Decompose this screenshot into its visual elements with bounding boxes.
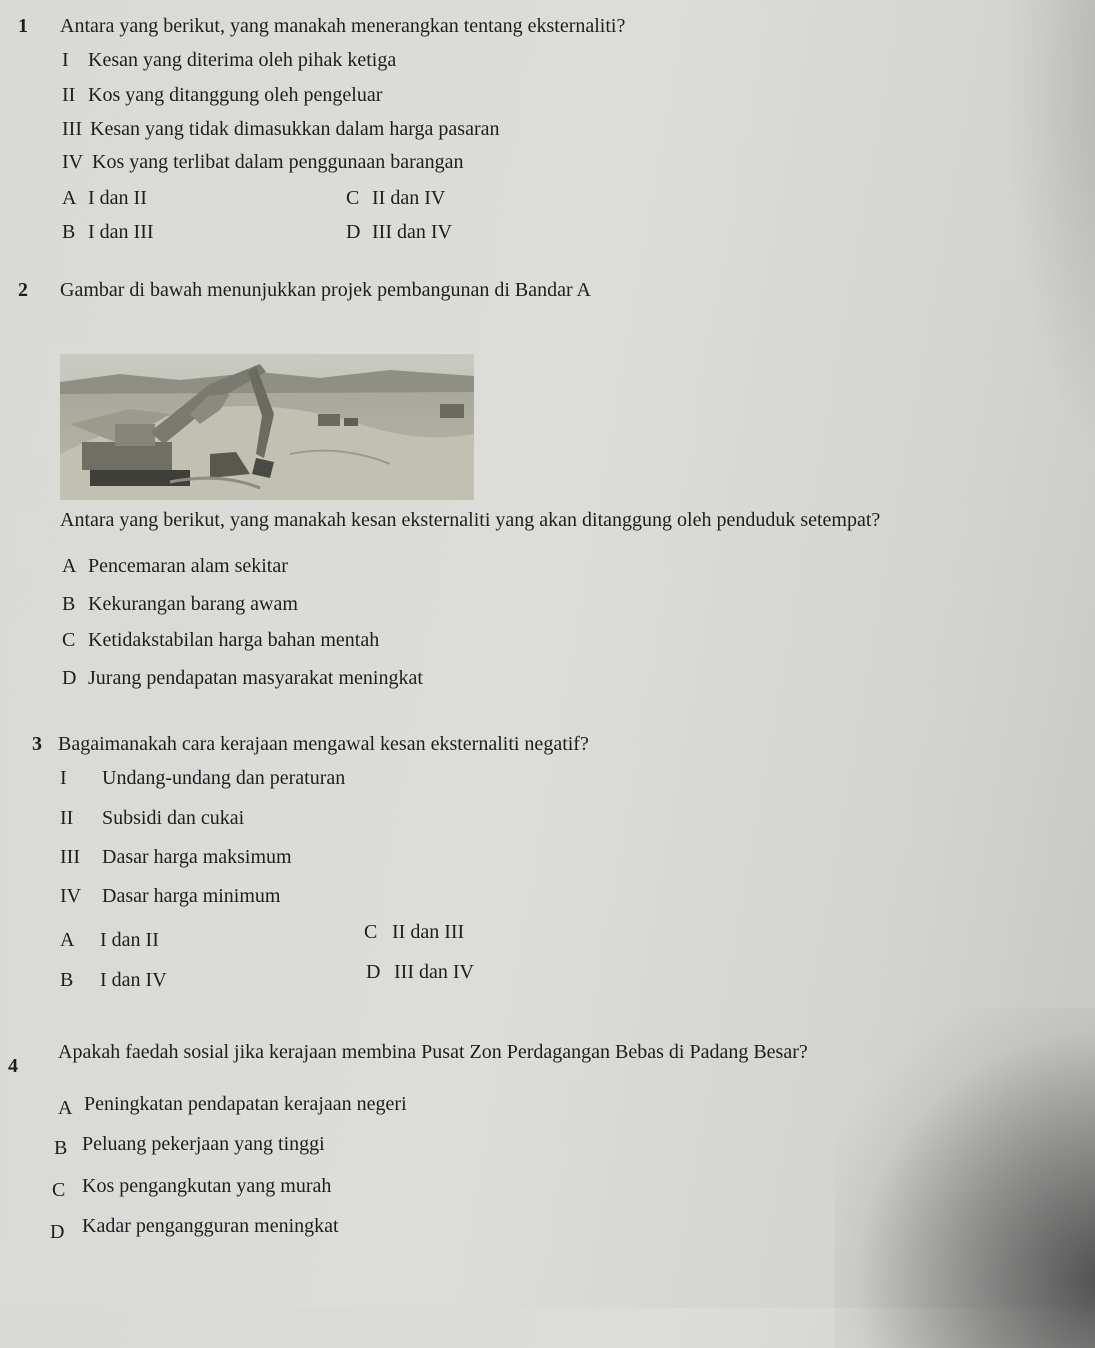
q3-option-text[interactable]: III dan IV (394, 961, 474, 983)
q3-item-text: Dasar harga minimum (102, 885, 281, 907)
q3-option-letter[interactable]: B (60, 969, 74, 991)
q1-option-letter[interactable]: A (62, 187, 77, 209)
q3-option-text[interactable]: II dan III (392, 921, 465, 943)
q2-option-letter[interactable]: A (62, 555, 77, 577)
q4-option-text[interactable]: Kos pengangkutan yang murah (82, 1175, 332, 1197)
q2-option-text[interactable]: Kekurangan barang awam (88, 593, 298, 615)
page-shadow-bottom (835, 1008, 1095, 1348)
page-shadow-top (1005, 0, 1095, 470)
construction-site-illustration (60, 354, 474, 500)
q1-option-text[interactable]: I dan II (88, 187, 147, 209)
q1-number: 1 (18, 15, 28, 37)
q1-item-roman: IV (62, 151, 84, 173)
q1-item-roman: III (62, 118, 82, 140)
q3-item-text: Undang-undang dan peraturan (102, 767, 346, 789)
q4-option-letter[interactable]: B (54, 1137, 68, 1159)
q1-stem: Antara yang berikut, yang manakah menerangkan tentang eksternaliti? (60, 15, 626, 37)
q4-number: 4 (8, 1055, 18, 1077)
q1-option-text[interactable]: III dan IV (372, 221, 452, 243)
q3-option-letter[interactable]: C (364, 921, 378, 943)
q1-option-letter[interactable]: B (62, 221, 76, 243)
q2-option-letter[interactable]: C (62, 629, 76, 651)
q4-option-text[interactable]: Kadar pengangguran meningkat (82, 1215, 339, 1237)
q1-item-roman: I (62, 49, 69, 71)
q2-option-text[interactable]: Pencemaran alam sekitar (88, 555, 288, 577)
q1-item-text: Kesan yang diterima oleh pihak ketiga (88, 49, 397, 71)
q3-item-text: Dasar harga maksimum (102, 846, 292, 868)
construction-site-photo (60, 354, 474, 500)
q2-number: 2 (18, 279, 28, 301)
q4-option-text[interactable]: Peluang pekerjaan yang tinggi (82, 1133, 325, 1155)
q2-question: Antara yang berikut, yang manakah kesan eksternaliti yang akan ditanggung oleh penduduk setempat? (60, 509, 881, 531)
q1-item-text: Kos yang ditanggung oleh pengeluar (88, 84, 383, 106)
q4-option-letter[interactable]: A (58, 1097, 73, 1119)
q3-item-roman: I (60, 767, 67, 789)
q4-option-letter[interactable]: C (52, 1179, 66, 1201)
q1-option-text[interactable]: I dan III (88, 221, 154, 243)
q1-item-text: Kesan yang tidak dimasukkan dalam harga pasaran (90, 118, 500, 140)
q1-option-letter[interactable]: C (346, 187, 360, 209)
q2-option-letter[interactable]: D (62, 667, 77, 689)
q1-item-roman: II (62, 84, 76, 106)
q3-stem: Bagaimanakah cara kerajaan mengawal kesan eksternaliti negatif? (58, 733, 589, 755)
q3-item-roman: II (60, 807, 74, 829)
q1-option-text[interactable]: II dan IV (372, 187, 446, 209)
q2-stem: Gambar di bawah menunjukkan projek pembangunan di Bandar A (60, 279, 591, 301)
q2-option-text[interactable]: Ketidakstabilan harga bahan mentah (88, 629, 380, 651)
q3-item-text: Subsidi dan cukai (102, 807, 245, 829)
q2-option-letter[interactable]: B (62, 593, 76, 615)
q4-option-letter[interactable]: D (50, 1221, 65, 1243)
q3-option-text[interactable]: I dan IV (100, 969, 167, 991)
q4-stem: Apakah faedah sosial jika kerajaan membina Pusat Zon Perdagangan Bebas di Padang Besar? (58, 1041, 808, 1063)
q1-item-text: Kos yang terlibat dalam penggunaan barangan (92, 151, 464, 173)
q3-option-letter[interactable]: A (60, 929, 75, 951)
q3-option-text[interactable]: I dan II (100, 929, 159, 951)
q4-option-text[interactable]: Peningkatan pendapatan kerajaan negeri (84, 1093, 407, 1115)
q3-item-roman: III (60, 846, 80, 868)
q1-option-letter[interactable]: D (346, 221, 361, 243)
q3-number: 3 (32, 733, 42, 755)
q2-option-text[interactable]: Jurang pendapatan masyarakat meningkat (88, 667, 423, 689)
q3-option-letter[interactable]: D (366, 961, 381, 983)
q3-item-roman: IV (60, 885, 82, 907)
